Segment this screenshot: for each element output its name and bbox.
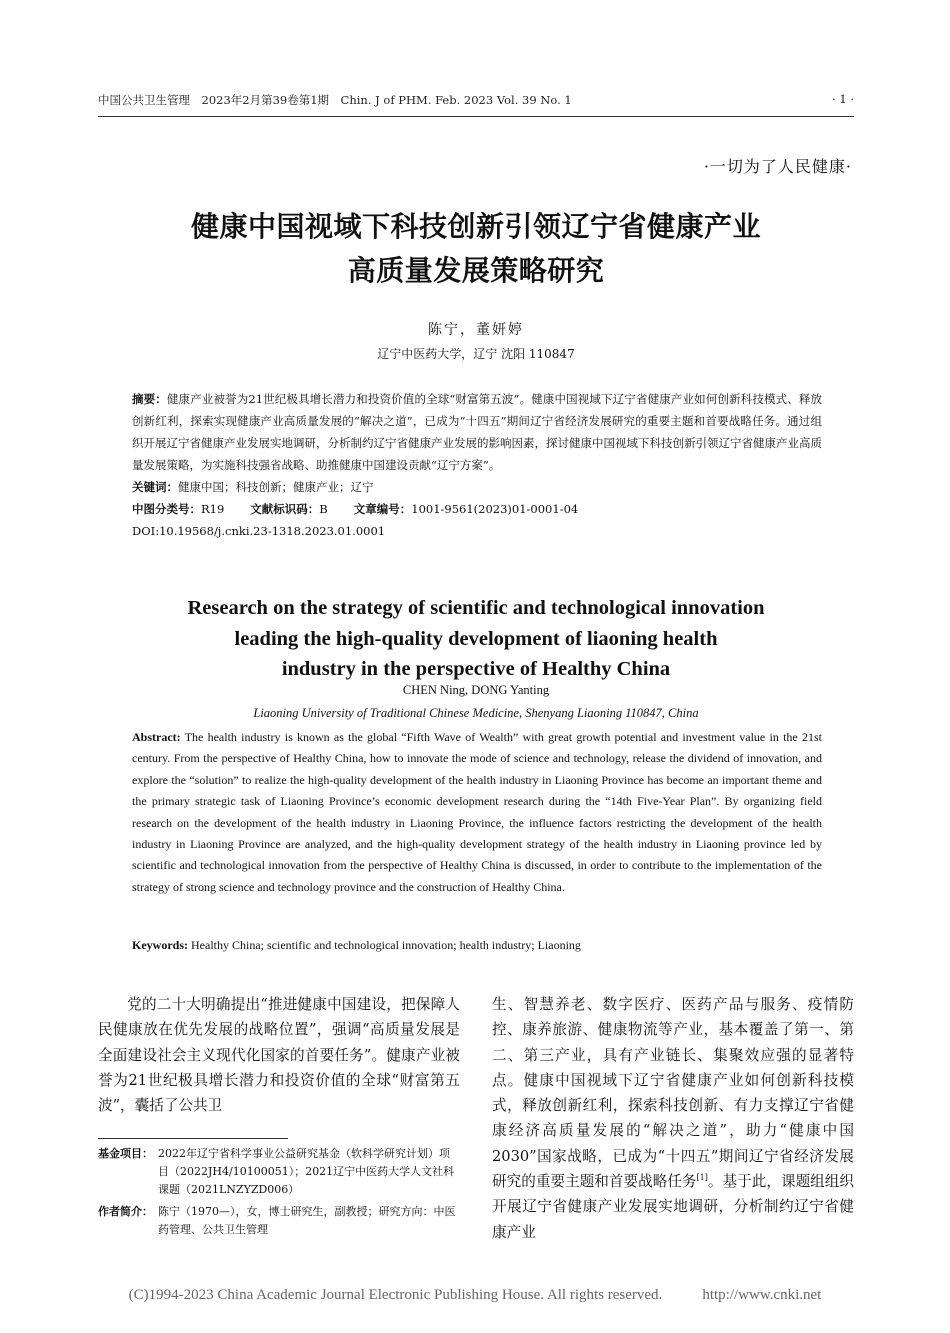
english-title: [98, 593, 854, 685]
english-keywords: [132, 938, 822, 953]
chinese-title-line-2: 高质量发展策略研究: [347, 254, 605, 287]
fund-label: 基金项目：: [98, 1147, 153, 1160]
english-affiliation: Liaoning University of Traditional Chinese Medicine, Shenyang Liaoning 110847, China: [253, 706, 699, 720]
english-abstract-text: The health industry is known as the global “Fifth Wave of Wealth” with great growth potential and investment value in the 21st century. From the perspective of Healthy China, how to innovate the mode of science and technology, release the dividend of innovation, and explore the “solution” to realize the high-quality development of the health industry in Liaoning Province has become an important theme and the primary strategic task of Liaoning Province’s economic development research during the “14th Five-Year Plan”. By organizing field research on the development of the health industry in Liaoning Province, the influence factors restricting the development of the health industry in Liaoning Province are analyzed, and the high-quality development strategy of the health industry in Liaoning province led by scientific and technological innovation from the perspective of Healthy China is discussed, in order to contribute to the implementation of the strategy of strong science and technology province and the construction of Healthy China.: [132, 730, 822, 894]
footnote-fund: [98, 1145, 460, 1199]
english-abstract-label: Abstract:: [132, 730, 181, 744]
chinese-affiliation: 辽宁中医药大学，辽宁 沈阳 110847: [377, 347, 575, 361]
author-bio-label: 作者简介：: [98, 1205, 153, 1218]
doc-code-value: B: [319, 502, 328, 516]
body-column-right: [492, 992, 854, 1245]
header-rule: [98, 116, 854, 117]
english-title-line-3: industry in the perspective of Healthy China: [281, 658, 671, 680]
footnote-author: [98, 1203, 460, 1239]
clc-value: R19: [201, 502, 225, 516]
classification-row: [132, 498, 822, 520]
fund-text: 2022年辽宁省科学事业公益研究基金（软科学研究计划）项目（2022JH4/10100051）；2021辽宁中医药大学人文社科课题（2021LNZYZD006）: [158, 1147, 455, 1196]
running-head-journal-info: 中国公共卫生管理 2023年2月第39卷第1期 Chin. J of PHM. Feb. 2023 Vol. 39 No. 1: [98, 93, 572, 107]
body-paragraph-right: [492, 992, 854, 1245]
column-slogan: ·一切为了人民健康·: [703, 157, 852, 176]
english-authors: CHEN Ning, DONG Yanting: [402, 683, 550, 697]
page-number: · 1 ·: [832, 92, 854, 106]
english-keywords-label: Keywords:: [132, 938, 188, 952]
cnki-watermark: [0, 1287, 950, 1304]
chinese-abstract-block: [132, 388, 822, 542]
chinese-abstract: [132, 388, 822, 476]
chinese-title: [98, 205, 854, 293]
english-title-line-1: Research on the strategy of scientific and technological innovation: [187, 597, 765, 619]
chinese-keywords-label: 关键词：: [132, 480, 178, 494]
article-number-label: 文章编号：: [353, 502, 412, 516]
chinese-abstract-text: 健康产业被誉为21世纪极具增长潜力和投资价值的全球“财富第五波”。健康中国视域下辽宁省健康产业如何创新科技模式、释放创新红利，探索实现健康产业高质量发展的“解决之道”，已成为“十四五”期间辽宁省经济发展研究的重要主题和首要战略任务。通过组织开展辽宁省健康产业发展实地调研，分析制约辽宁省健康产业发展的影响因素，探讨健康中国视域下科技创新引领辽宁省健康产业高质量发展策略，为实施科技强省战略、助推健康中国建设贡献“辽宁方案”。: [132, 392, 823, 472]
watermark-url[interactable]: http://www.cnki.net: [702, 1287, 822, 1303]
watermark-copyright: (C)1994-2023 China Academic Journal Electronic Publishing House. All rights reserved.: [128, 1287, 663, 1303]
chinese-keywords-text: 健康中国；科技创新；健康产业；辽宁: [178, 480, 374, 494]
body-paragraph-left: 党的二十大明确提出“推进健康中国建设，把保障人民健康放在优先发展的战略位置”，强调“高质量发展是全面建设社会主义现代化国家的首要任务”。健康产业被誉为21世纪极具增长潜力和投资价值的全球“财富第五波”，囊括了公共卫: [98, 996, 460, 1115]
running-head: [98, 92, 854, 108]
body-right-text-2: 。基于此，课题组组织开展辽宁省健康产业发展实地调研，分析制约辽宁省健康产业: [492, 1173, 854, 1241]
english-abstract: [132, 727, 822, 898]
chinese-abstract-label: 摘要：: [132, 392, 167, 406]
doc-code-label: 文献标识码：: [250, 502, 320, 516]
chinese-keywords: [132, 476, 822, 498]
author-bio-text: 陈宁（1970—），女，博士研究生，副教授；研究方向：中医药管理、公共卫生管理: [158, 1205, 456, 1236]
doi: DOI:10.19568/j.cnki.23-1318.2023.01.0001: [132, 524, 386, 538]
english-keywords-text: Healthy China; scientific and technological innovation; health industry; Liaoning: [191, 938, 581, 952]
reference-marker[interactable]: [1]: [696, 1173, 708, 1183]
footnotes: [98, 1145, 460, 1239]
footnote-rule: [98, 1138, 288, 1139]
english-title-line-2: leading the high-quality development of liaoning health: [234, 627, 718, 650]
body-column-left: [98, 992, 460, 1118]
chinese-authors: 陈宁，董妍婷: [428, 322, 524, 338]
clc-label: 中图分类号：: [132, 502, 201, 516]
body-right-text-1: 生、智慧养老、数字医疗、医药产品与服务、疫情防控、康养旅游、健康物流等产业，基本覆盖了第一、第二、第三产业，具有产业链长、集聚效应强的显著特点。健康中国视域下辽宁省健康产业如何创新科技模式，释放创新红利，探索科技创新、有力支撑辽宁省健康经济高质量发展的“解决之道”，助力“健康中国2030”国家战略，已成为“十四五”期间辽宁省经济发展研究的重要主题和首要战略任务: [492, 996, 854, 1191]
article-number-value: 1001-9561(2023)01-0001-04: [411, 502, 579, 516]
chinese-title-line-1: 健康中国视域下科技创新引领辽宁省健康产业: [190, 210, 761, 243]
